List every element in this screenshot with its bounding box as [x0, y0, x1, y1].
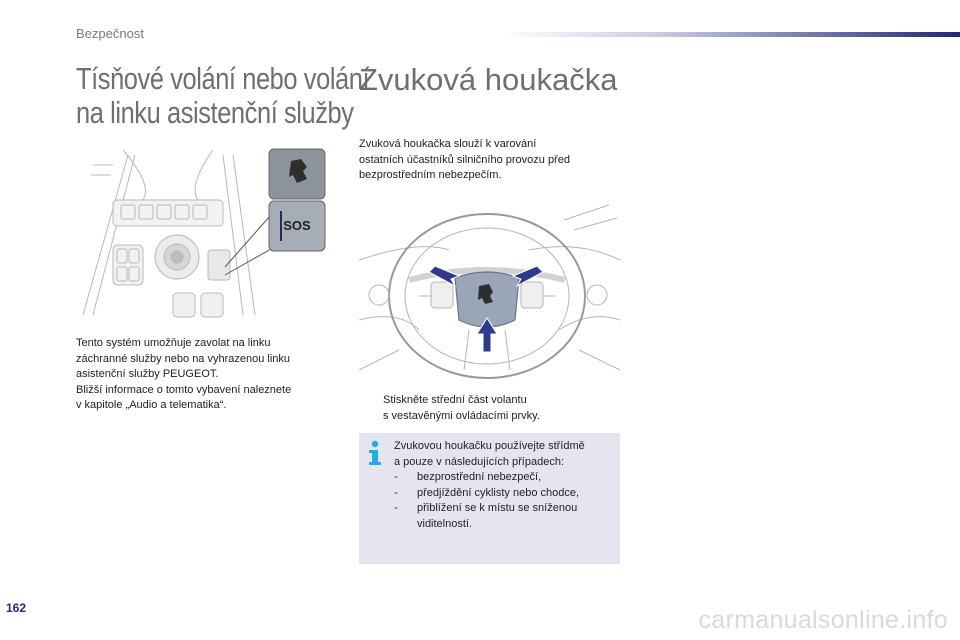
header-gradient-bar [500, 32, 960, 37]
heading-emergency-call [76, 61, 370, 130]
paragraph-line: Zvuková houkačka slouží k varování [359, 138, 537, 150]
list-item-text: viditelností. [417, 517, 473, 530]
instruction-line: Stiskněte střední část volantu [383, 394, 527, 406]
emergency-paragraph [76, 336, 346, 414]
heading-line: na linku asistenční služby [76, 95, 354, 130]
list-item [394, 501, 614, 532]
info-box [359, 433, 620, 564]
heading-horn: Zvuková houkačka [359, 62, 618, 97]
page-number: 162 [6, 601, 27, 615]
info-line: a pouze v následujících případech: [394, 455, 565, 468]
paragraph-line: Bližší informace o tomto vybavení naleznete [76, 383, 292, 396]
info-list [394, 470, 614, 532]
paragraph-line: ostatních účastníků silničního provozu před [359, 153, 570, 166]
list-dash: - [394, 502, 398, 514]
list-item-text: bezprostřední nebezpečí, [417, 471, 542, 483]
info-line: Zvukovou houkačku používejte střídmě [394, 440, 585, 452]
list-item [394, 486, 614, 502]
paragraph-line: bezprostředním nebezpečím. [359, 169, 502, 181]
list-dash: - [394, 486, 398, 499]
list-dash: - [394, 471, 398, 483]
info-icon [367, 440, 383, 468]
list-item-text: předjíždění cyklisty nebo chodce, [417, 486, 580, 499]
watermark: carmanualsonline.info [698, 606, 948, 634]
paragraph-line: Tento systém umožňuje zavolat na linku [76, 337, 271, 349]
paragraph-line: asistenční služby PEUGEOT. [76, 368, 219, 380]
horn-instruction [359, 393, 619, 424]
list-item [394, 470, 614, 486]
console-illustration [73, 145, 331, 325]
heading-line: Tísňové volání nebo volání [76, 61, 370, 96]
section-title: Bezpečnost [76, 26, 144, 41]
paragraph-line: v kapitole „Audio a telematika“. [76, 399, 227, 411]
paragraph-line: záchranné služby nebo na vyhrazenou linku [76, 352, 291, 365]
sos-button-label: SOS [283, 218, 311, 233]
steering-wheel-illustration [359, 200, 620, 382]
list-item-text: přiblížení se k místu se sníženou [417, 502, 578, 514]
instruction-line: s vestavěnými ovládacími prvky. [383, 409, 540, 422]
horn-paragraph [359, 137, 619, 184]
